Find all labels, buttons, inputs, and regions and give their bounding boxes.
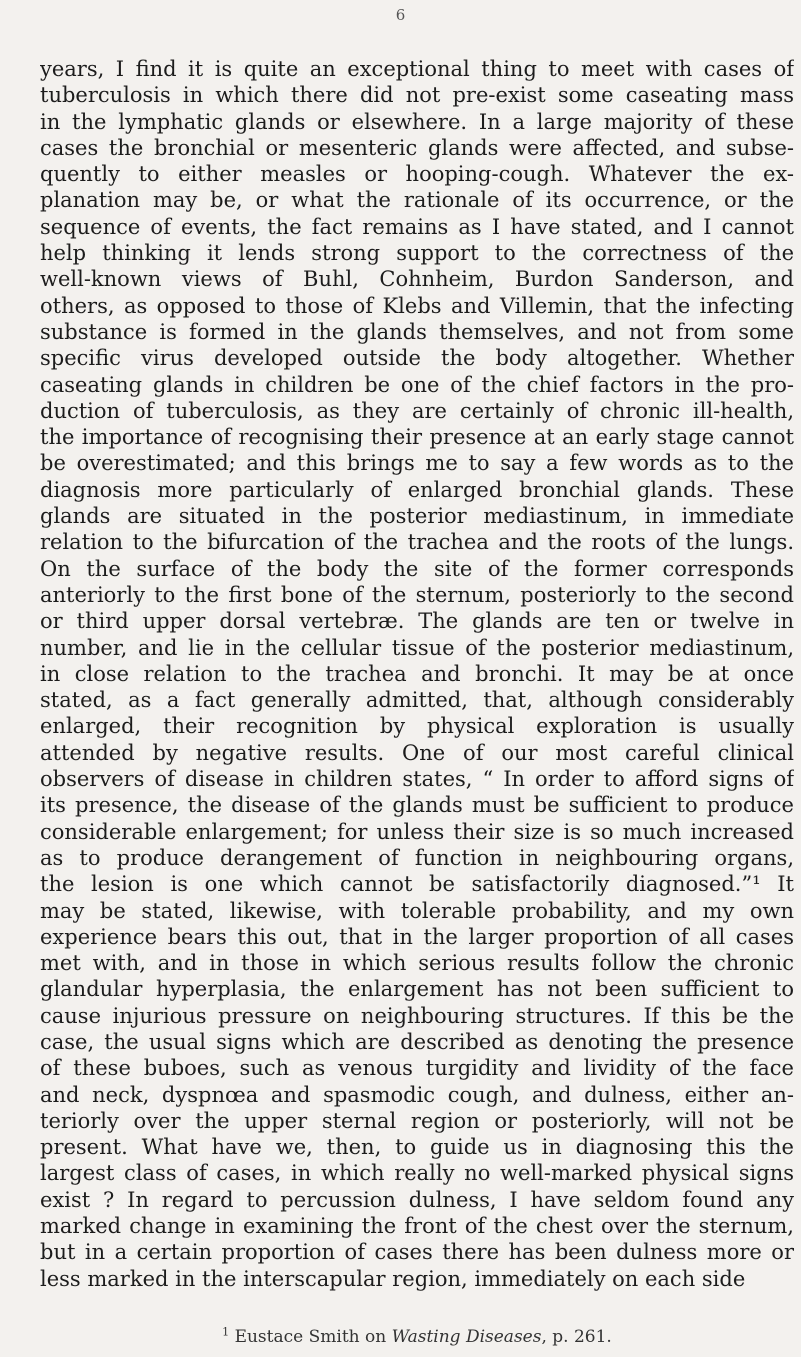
text-line: experience bears this out, that in the larger proportion of all cases <box>40 924 794 949</box>
footnote <box>40 1326 794 1348</box>
footnote-page-ref: , p. 261. <box>541 1327 612 1347</box>
text-line: cases the bronchial or mesenteric glands were affected, and subse- <box>40 135 794 160</box>
text-line: stated, as a fact generally admitted, that, although considerably <box>40 688 794 713</box>
text-line: planation may be, or what the rationale of its occurrence, or the <box>40 188 794 213</box>
text-line: and neck, dyspnœa and spasmodic cough, and dulness, either an- <box>40 1082 794 1107</box>
text-line: On the surface of the body the site of the former corresponds <box>40 556 794 581</box>
text-line: the importance of recognising their presence at an early stage cannot <box>40 425 794 450</box>
text-line: its presence, the disease of the glands must be sufficient to produce <box>40 793 794 818</box>
text-line: the lesion is one which cannot be satisfactorily diagnosed.”¹ It <box>40 872 794 897</box>
text-line: or third upper dorsal vertebræ. The glands are ten or twelve in <box>40 609 794 634</box>
text-line: be overestimated; and this brings me to say a few words as to the <box>40 451 794 476</box>
text-line: may be stated, likewise, with tolerable probability, and my own <box>40 898 794 923</box>
text-line: marked change in examining the front of the chest over the sternum, <box>40 1214 794 1239</box>
text-line: observers of disease in children states, “ In order to afford signs of <box>40 767 794 792</box>
text-line: in the lymphatic glands or elsewhere. In a large majority of these <box>40 109 794 134</box>
text-line: substance is formed in the glands themselves, and not from some <box>40 319 794 344</box>
footnote-title: Wasting Diseases <box>391 1327 542 1347</box>
text-line: tuberculosis in which there did not pre-exist some caseating mass <box>40 83 794 108</box>
text-line: as to produce derangement of function in neighbouring organs, <box>40 845 794 870</box>
text-line: quently to either measles or hooping-cough. Whatever the ex- <box>40 162 794 187</box>
text-line: of these buboes, such as venous turgidity and lividity of the face <box>40 1056 794 1081</box>
text-line: but in a certain proportion of cases there has been dulness more or <box>40 1240 794 1265</box>
text-line: relation to the bifurcation of the trachea and the roots of the lungs. <box>40 530 794 555</box>
text-line: sequence of events, the fact remains as I have stated, and I cannot <box>40 214 794 239</box>
text-line: attended by negative results. One of our most careful clinical <box>40 740 794 765</box>
text-line: others, as opposed to those of Klebs and Villemin, that the infecting <box>40 293 794 318</box>
text-line: help thinking it lends strong support to the correctness of the <box>40 241 794 266</box>
text-line: largest class of cases, in which really no well-marked physical signs <box>40 1161 794 1186</box>
text-line: present. What have we, then, to guide us in diagnosing this the <box>40 1135 794 1160</box>
text-line: exist ? In regard to percussion dulness, I have seldom found any <box>40 1187 794 1212</box>
text-line: glandular hyperplasia, the enlargement has not been sufficient to <box>40 977 794 1002</box>
text-line: enlarged, their recognition by physical exploration is usually <box>40 714 794 739</box>
text-line: glands are situated in the posterior mediastinum, in immediate <box>40 504 794 529</box>
text-line: case, the usual signs which are described as denoting the presence <box>40 1029 794 1054</box>
text-line: duction of tuberculosis, as they are certainly of chronic ill-health, <box>40 398 794 423</box>
text-line: well-known views of Buhl, Cohnheim, Burdon Sanderson, and <box>40 267 794 292</box>
text-line: caseating glands in children be one of the chief factors in the pro- <box>40 372 794 397</box>
footnote-marker: 1 <box>222 1325 230 1339</box>
text-line: diagnosis more particularly of enlarged bronchial glands. These <box>40 477 794 502</box>
text-line: teriorly over the upper sternal region or posteriorly, will not be <box>40 1108 794 1133</box>
body-text <box>40 56 794 1292</box>
footnote-author-text: Eustace Smith on <box>234 1327 392 1347</box>
text-line: cause injurious pressure on neighbouring structures. If this be the <box>40 1003 794 1028</box>
page-number: 6 <box>395 6 406 24</box>
text-line: anteriorly to the first bone of the sternum, posteriorly to the second <box>40 582 794 607</box>
text-line: less marked in the interscapular region, immediately on each side <box>40 1266 746 1291</box>
text-line: considerable enlargement; for unless their size is so much increased <box>40 819 794 844</box>
text-line: number, and lie in the cellular tissue of the posterior mediastinum, <box>40 635 794 660</box>
text-line: specific virus developed outside the body altogether. Whether <box>40 346 794 371</box>
text-line: years, I find it is quite an exceptional thing to meet with cases of <box>40 57 794 81</box>
text-line: met with, and in those in which serious results follow the chronic <box>40 951 794 976</box>
text-line: in close relation to the trachea and bronchi. It may be at once <box>40 661 794 686</box>
